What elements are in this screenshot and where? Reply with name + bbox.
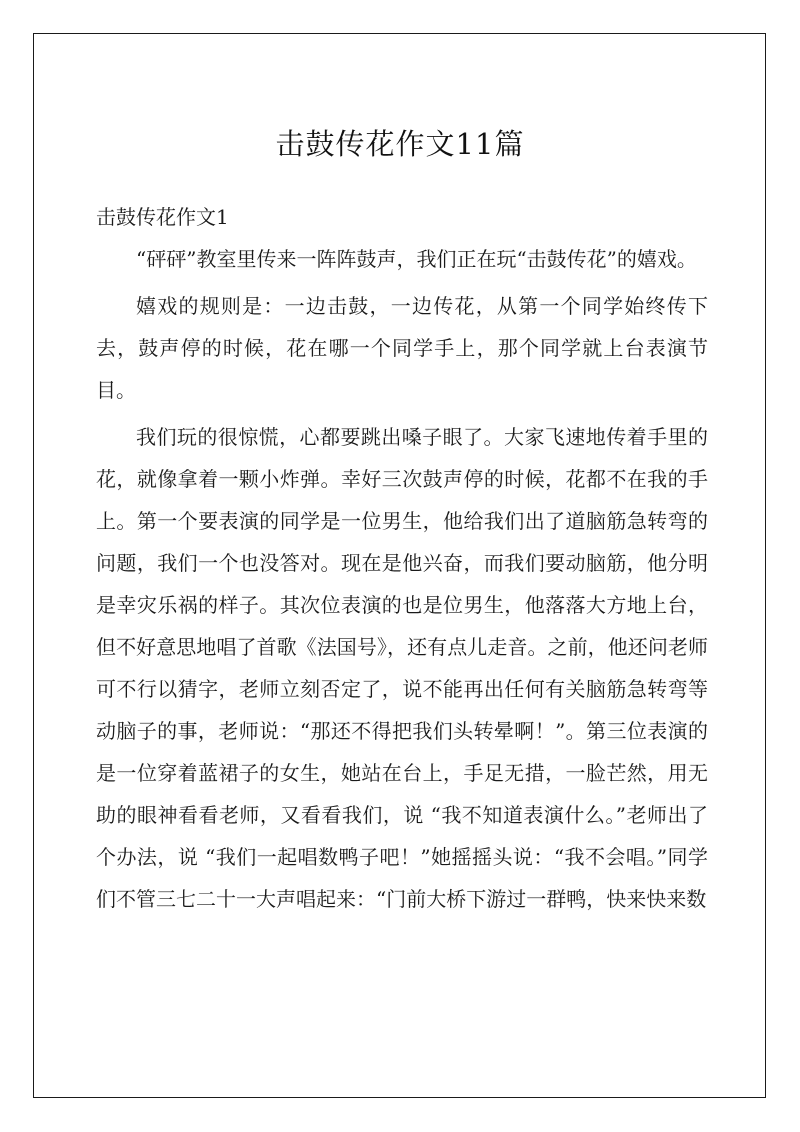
document-body	[96, 196, 708, 925]
paragraph: 我们玩的很惊慌，心都要跳出嗓子眼了。大家飞速地传着手里的花，就像拿着一颗小炸弹。幸好三次鼓声停的时候，花都不在我的手上。第一个要表演的同学是一位男生，他给我们出了道脑筋急转弯的问题，我们一个也没答对。现在是他兴奋，而我们要动脑筋，他分明是幸灾乐祸的样子。其次位表演的也是位男生，他落落大方地上台，但不好意思地唱了首歌《法国号》，还有点儿走音。之前，他还问老师可不行以猜字，老师立刻否定了，说不能再出任何有关脑筋急转弯等动脑子的事，老师说：“那还不得把我们头转晕啊！”。第三位表演的是一位穿着蓝裙子的女生，她站在台上，手足无措，一脸芒然，用无助的眼神看看老师，又看看我们，说 “我不知道表演什么。”老师出了个办法，说 “我们一起唱数鸭子吧！”她摇摇头说：“我不会唱。”同学们不管三七二十一大声唱起来：“门前大桥下游过一群鸭，快来快来数	[96, 425, 708, 911]
section-heading: 击鼓传花作文1	[96, 205, 229, 229]
paragraph: 嬉戏的规则是：一边击鼓，一边传花，从第一个同学始终传下去，鼓声停的时候，花在哪一个同学手上，那个同学就上台表演节目。	[96, 294, 708, 402]
document-title: 击鼓传花作文11篇	[275, 127, 525, 161]
paragraph: “砰砰”教室里传来一阵阵鼓声，我们正在玩“击鼓传花”的嬉戏。	[136, 247, 697, 271]
